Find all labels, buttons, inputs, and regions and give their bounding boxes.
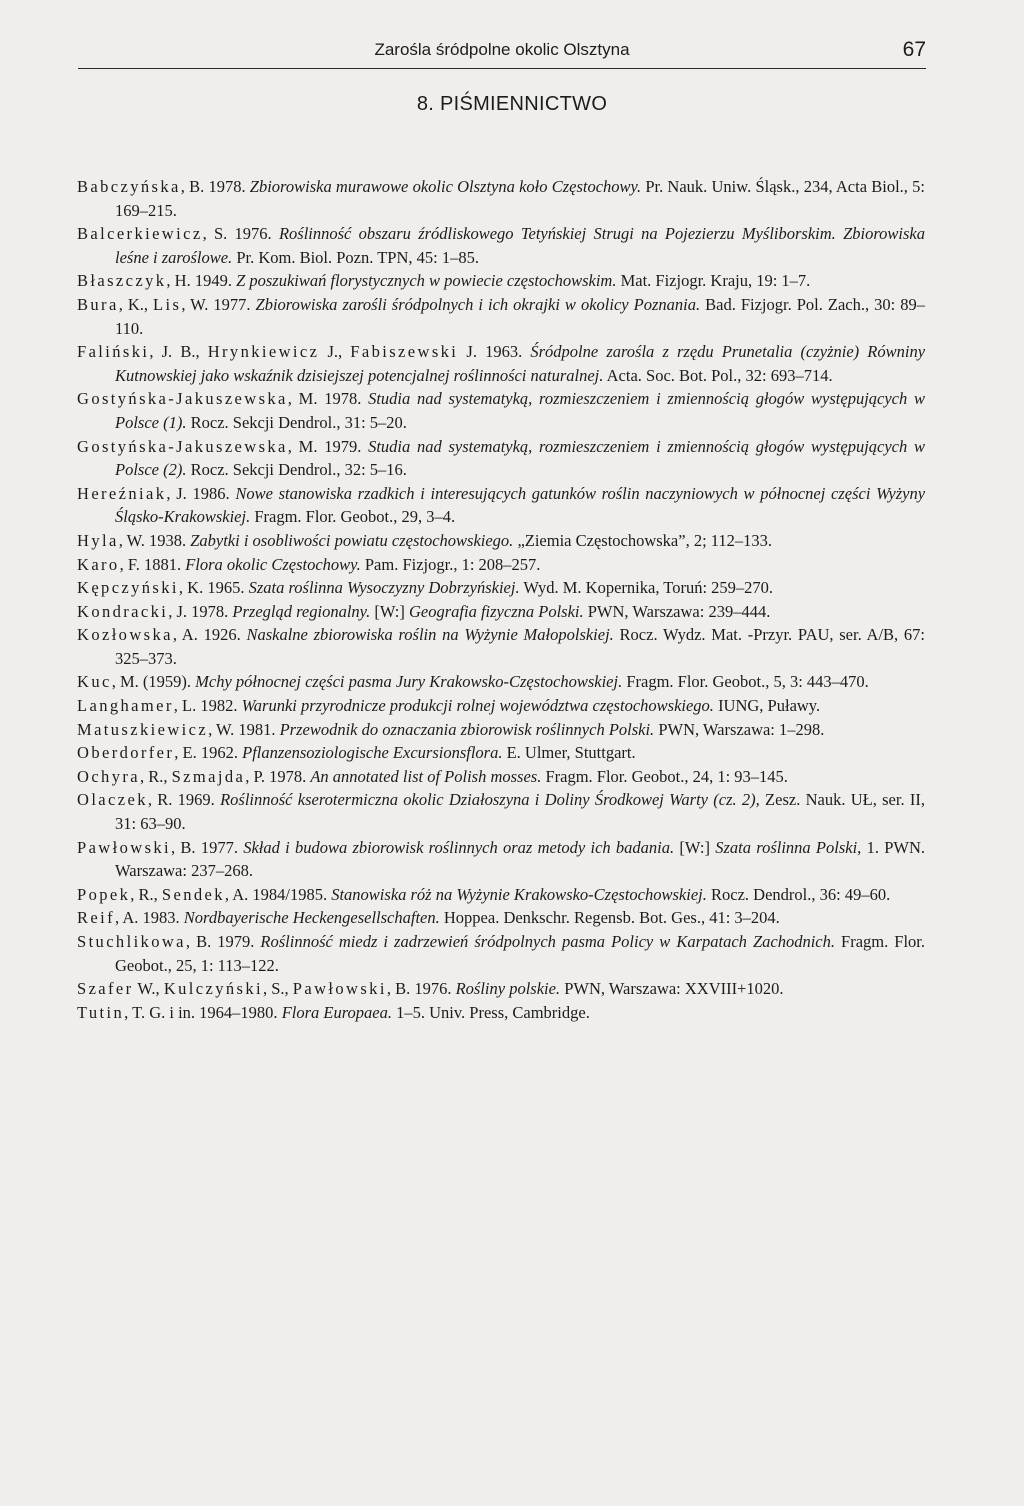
reference-text: [W:]	[370, 601, 410, 621]
reference-author: Langhamer	[77, 696, 174, 716]
reference-title: Studia nad systematyką, rozmieszczeniem i zmiennością głogów występujących w Polsce (2).	[115, 436, 925, 480]
reference-author: Fabiszewski	[350, 342, 459, 362]
reference-text: E. Ulmer, Stuttgart.	[502, 743, 636, 763]
reference-author: Reif	[77, 908, 116, 928]
reference-title: Zabytki i osobliwości powiatu częstochowskiego.	[190, 530, 514, 550]
reference-author: Hrynkiewicz	[207, 342, 320, 362]
reference-author: Kępczyński	[77, 578, 179, 598]
reference-author: Pawłowski	[77, 837, 172, 857]
reference-title: Zbiorowiska murawowe okolic Olsztyna koło Częstochowy.	[249, 177, 642, 196]
reference-text: Zesz. Nauk. UŁ, ser. II, 31: 63–90.	[115, 790, 925, 834]
reference-text: Pr. Nauk. Uniw. Śląsk., 234, Acta Biol., 5: 169–215.	[115, 177, 925, 220]
reference-entry	[77, 269, 925, 293]
reference-text: Bad. Fizjogr. Pol. Zach., 30: 89–110.	[115, 294, 925, 338]
reference-entry	[77, 977, 925, 1001]
reference-text: , W. 1938.	[118, 530, 191, 550]
reference-text: Rocz. Sekcji Dendrol., 32: 5–16.	[186, 460, 407, 480]
reference-author: Hyla	[77, 530, 119, 550]
reference-title: Z poszukiwań florystycznych w powiecie częstochowskim.	[236, 271, 617, 291]
reference-text: , W. 1977.	[181, 294, 256, 314]
reference-text: Wyd. M. Kopernika, Toruń: 259–270.	[519, 578, 774, 598]
reference-text: Fragm. Flor. Geobot., 25, 1: 113–122.	[115, 932, 925, 975]
reference-title: Skład i budowa zbiorowisk roślinnych oraz metody ich badania.	[243, 837, 675, 857]
reference-title: Szata roślinna Polski,	[715, 837, 862, 857]
reference-text: Acta. Soc. Bot. Pol., 32: 693–714.	[603, 365, 833, 385]
reference-author: Babczyńska	[77, 177, 181, 196]
reference-author: Popek	[77, 884, 131, 904]
reference-author: Kozłowska	[77, 625, 173, 645]
reference-text: , T. G. i in. 1964–1980.	[124, 1002, 282, 1022]
reference-entry	[77, 435, 925, 482]
reference-title: Śródpolne zarośla z rzędu Prunetalia (czyżnie) Równiny Kutnowskiej jako wskaźnik dzisiejszej potencjalnej roślinności naturalnej.	[115, 342, 926, 385]
reference-text: Hoppea. Denkschr. Regensb. Bot. Ges., 41: 3–204.	[439, 908, 780, 928]
reference-text: PWN, Warszawa: 239–444.	[583, 601, 771, 621]
reference-text: IUNG, Puławy.	[713, 696, 821, 716]
reference-author: Olaczek	[77, 790, 148, 810]
reference-text: , B. 1978.	[180, 177, 250, 196]
reference-text: , R. 1969.	[147, 790, 221, 810]
reference-author: Lis	[153, 294, 182, 314]
reference-text: [W:]	[674, 837, 716, 857]
page-number: 67	[902, 38, 926, 61]
reference-author: Gostyńska-Jakuszewska	[77, 389, 288, 409]
reference-text: , F. 1881.	[119, 554, 186, 574]
reference-text: Pam. Fizjogr., 1: 208–257.	[360, 554, 541, 574]
reference-text: Rocz. Dendrol., 36: 49–60.	[706, 884, 891, 904]
reference-text: Pr. Kom. Biol. Pozn. TPN, 45: 1–85.	[232, 247, 479, 267]
reference-title: Rośliny polskie.	[455, 979, 561, 999]
reference-title: Stanowiska róż na Wyżynie Krakowsko-Częstochowskiej.	[331, 884, 707, 904]
reference-text: , A. 1926.	[172, 625, 247, 645]
reference-entry	[77, 1001, 925, 1025]
reference-title: Flora okolic Częstochowy.	[185, 554, 361, 574]
reference-text: , A. 1984/1985.	[224, 884, 332, 904]
reference-title: Nordbayerische Heckengesellschaften.	[183, 908, 440, 928]
reference-author: Błaszczyk	[77, 271, 167, 291]
reference-entry	[77, 340, 925, 387]
reference-entry	[77, 553, 925, 577]
reference-text: , R.,	[139, 766, 172, 786]
reference-author: Kuc	[77, 672, 112, 692]
reference-entry	[77, 765, 925, 789]
reference-text: , P. 1978.	[245, 766, 311, 786]
reference-entry	[77, 576, 925, 600]
reference-author: Kondracki	[77, 601, 169, 621]
reference-title: Roślinność miedz i zadrzewień śródpolnych pasma Policy w Karpatach Zachodnich.	[260, 932, 835, 951]
reference-text: , M. 1979.	[287, 436, 369, 456]
reference-text: , B. 1977.	[171, 837, 244, 857]
reference-title: Przegląd regionalny.	[232, 601, 371, 621]
reference-title: Zbiorowiska zarośli śródpolnych i ich okrajki w okolicy Poznania.	[255, 294, 701, 314]
reference-text: , M. (1959).	[111, 672, 196, 692]
reference-author: Matuszkiewicz	[77, 719, 209, 739]
reference-entry	[77, 718, 925, 742]
reference-text: W.,	[133, 979, 164, 999]
reference-author: Oberdorfer	[77, 743, 175, 763]
reference-entry	[77, 222, 925, 269]
reference-entry	[77, 788, 925, 835]
reference-text: , B. 1979.	[185, 932, 261, 951]
reference-title: An annotated list of Polish mosses.	[310, 766, 542, 786]
reference-text: , B. 1976.	[386, 979, 456, 999]
reference-title: Przewodnik do oznaczania zbiorowisk roślinnych Polski.	[279, 719, 655, 739]
running-header	[78, 38, 926, 69]
reference-author: Karo	[77, 554, 120, 574]
reference-title: Roślinność kserotermiczna okolic Działoszyna i Doliny Środkowej Warty (cz. 2),	[220, 790, 760, 810]
reference-text: Mat. Fizjogr. Kraju, 19: 1–7.	[616, 271, 811, 291]
reference-author: Sendek	[161, 884, 225, 904]
reference-text: , H. 1949.	[166, 271, 237, 291]
reference-author: Hereźniak	[77, 483, 167, 503]
reference-author: Faliński	[77, 342, 150, 362]
reference-text: , M. 1978.	[287, 389, 369, 409]
reference-title: Mchy północnej części pasma Jury Krakowsko-Częstochowskiej.	[195, 672, 623, 692]
reference-entry	[77, 600, 925, 624]
reference-text: , L. 1982.	[173, 696, 242, 716]
running-title: Zarośla śródpolne okolic Olsztyna	[374, 40, 630, 59]
reference-entry	[77, 293, 925, 340]
reference-text: , R.,	[130, 884, 162, 904]
reference-text: , E. 1962.	[174, 743, 243, 763]
reference-title: Nowe stanowiska rzadkich i interesujących gatunków roślin naczyniowych w północnej części Wyżyny Śląsko-Krakowskiej.	[115, 483, 926, 527]
reference-author: Ochyra	[77, 766, 140, 786]
section-heading: 8. PIŚMIENNICTWO	[416, 93, 608, 115]
reference-text: J. 1963.	[458, 342, 531, 362]
reference-title: Flora Europaea.	[281, 1002, 392, 1022]
reference-title: Geografia fizyczna Polski.	[409, 601, 584, 621]
reference-entry	[77, 836, 925, 883]
reference-author: Bura	[77, 294, 119, 314]
reference-title: Studia nad systematyką, rozmieszczeniem i zmiennością głogów występujących w Polsce (1).	[115, 389, 925, 432]
reference-text: , J. B.,	[149, 342, 208, 362]
reference-text: , K.,	[118, 294, 154, 314]
reference-title: Pflanzensoziologische Excursionsflora.	[242, 743, 503, 763]
reference-title: Szata roślinna Wysoczyzny Dobrzyńskiej.	[248, 578, 520, 598]
reference-text: Fragm. Flor. Geobot., 29, 3–4.	[250, 507, 456, 527]
reference-entry	[77, 670, 925, 694]
reference-entry	[77, 529, 925, 553]
reference-entry	[77, 930, 925, 977]
reference-author: Szmajda	[171, 766, 246, 786]
reference-text: 1–5. Univ. Press, Cambridge.	[391, 1002, 590, 1022]
reference-title: Naskalne zbiorowiska roślin na Wyżynie Małopolskiej.	[246, 625, 614, 645]
reference-text: , S.,	[262, 979, 293, 999]
reference-text: , S. 1976.	[202, 224, 279, 244]
reference-text: , W. 1981.	[208, 719, 280, 739]
reference-text: Rocz. Sekcji Dendrol., 31: 5–20.	[186, 412, 407, 432]
reference-author: Pawłowski	[292, 979, 387, 999]
reference-text: , J. 1986.	[166, 483, 236, 503]
reference-text: , K. 1965.	[178, 578, 249, 598]
reference-title: Warunki przyrodnicze produkcji rolnej województwa częstochowskiego.	[241, 696, 714, 716]
reference-entry	[77, 883, 925, 907]
reference-author: Szafer	[77, 979, 134, 999]
reference-text: Rocz. Wydz. Mat. -Przyr. PAU, ser. A/B, 67: 325–373.	[115, 625, 925, 668]
reference-entry	[77, 175, 925, 222]
reference-entry	[77, 623, 925, 670]
reference-text: Fragm. Flor. Geobot., 24, 1: 93–145.	[541, 766, 788, 786]
reference-author: Kulczyński	[163, 979, 263, 999]
reference-text: „Ziemia Częstochowska”, 2; 112–133.	[513, 530, 773, 550]
reference-author: Gostyńska-Jakuszewska	[77, 436, 288, 456]
reference-text: , A. 1983.	[115, 908, 184, 928]
reference-text: PWN, Warszawa: 1–298.	[654, 719, 825, 739]
reference-author: Balcerkiewicz	[77, 224, 203, 244]
reference-text: 1. PWN. Warszawa: 237–268.	[115, 837, 925, 881]
reference-text: , J. 1978.	[168, 601, 233, 621]
reference-entry	[77, 741, 925, 765]
reference-text: J.,	[319, 342, 351, 362]
reference-title: Roślinność obszaru źródliskowego Tetyńskiej Strugi na Pojezierzu Myśliborskim. Zbiorowiska leśne i zaroślowe.	[115, 224, 925, 267]
reference-list	[77, 175, 925, 1024]
reference-text: Fragm. Flor. Geobot., 5, 3: 443–470.	[622, 672, 869, 692]
reference-text: PWN, Warszawa: XXVIII+1020.	[560, 979, 784, 999]
reference-author: Tutin	[77, 1002, 125, 1022]
reference-entry	[77, 387, 925, 434]
reference-entry	[77, 694, 925, 718]
reference-author: Stuchlikowa	[77, 932, 186, 951]
reference-entry	[77, 482, 925, 529]
reference-entry	[77, 906, 925, 930]
